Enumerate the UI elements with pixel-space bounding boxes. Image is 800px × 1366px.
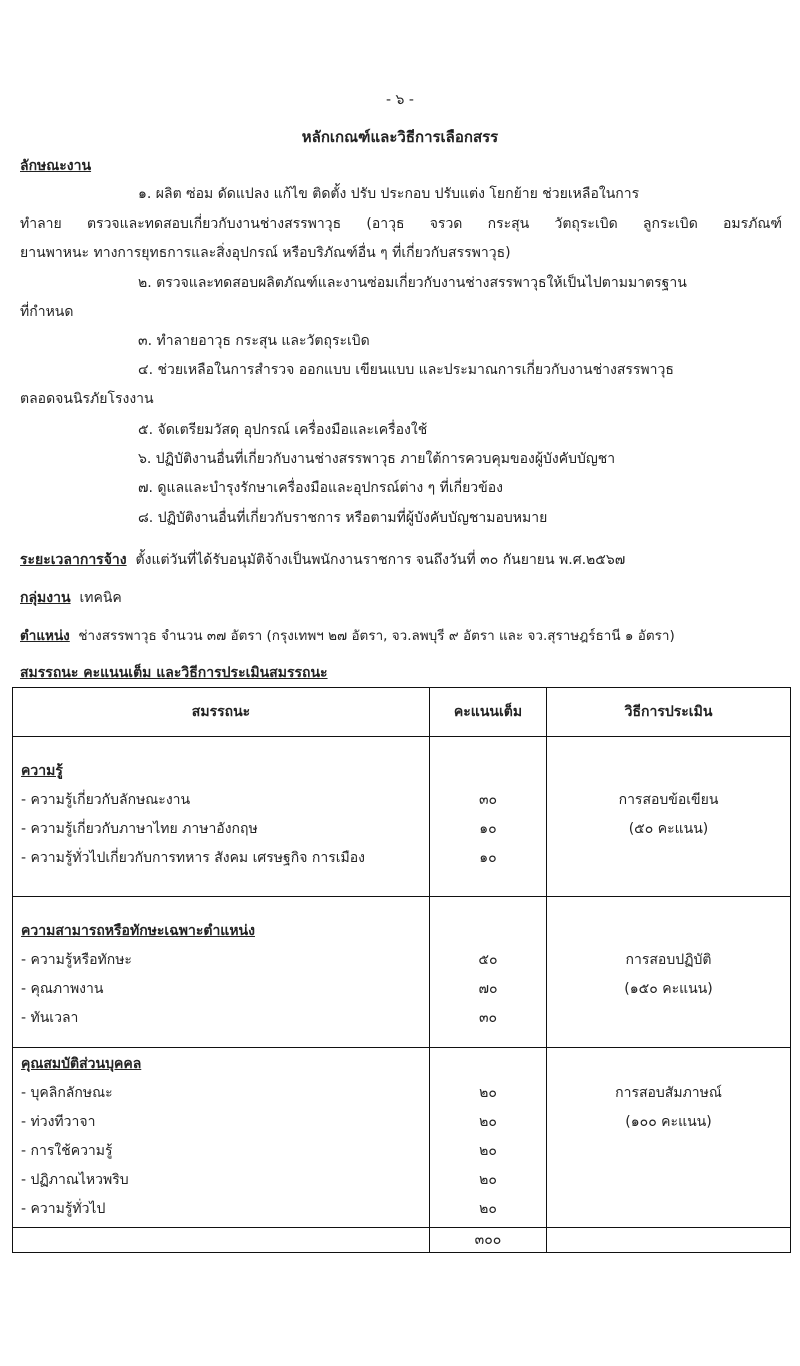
method-cell (547, 737, 791, 897)
item: - ความรู้ทั่วไปเกี่ยวกับการทหาร สังคม เศรษฐกิจ การเมือง (21, 850, 366, 866)
job-line: ยานพาหนะ ทางการยุทธการและสิ่งอุปกรณ์ หรือบริภัณฑ์อื่น ๆ ที่เกี่ยวกับสรรพาวุธ) (20, 245, 511, 261)
method-score: (๑๐๐ คะแนน) (625, 1114, 712, 1130)
score-cell (430, 1048, 547, 1228)
job-line: ทำลาย ตรวจและทดสอบเกี่ยวกับงานช่างสรรพาวุธ (อาวุธ จรวด กระสุน วัตถุระเบิด ลูกระเบิด อมรภัณฑ์ (20, 216, 782, 232)
table-header (13, 688, 791, 737)
score: ๑๐ (479, 821, 497, 837)
total-row (13, 1228, 791, 1253)
score: ๕๐ (478, 952, 498, 968)
method: การสอบสัมภาษณ์ (615, 1085, 722, 1101)
employment-period-value: ตั้งแต่วันที่ได้รับอนุมัติจ้างเป็นพนักงานราชการ จนถึงวันที่ ๓๐ กันยายน พ.ศ.๒๕๖๗ (135, 552, 626, 568)
job-group-value: เทคนิค (79, 590, 122, 606)
job-line: ตลอดจนนิรภัยโรงงาน (20, 391, 154, 407)
item: - ความรู้ทั่วไป (21, 1201, 106, 1217)
job-group (20, 588, 122, 608)
job-line: ๒. ตรวจและทดสอบผลิตภัณฑ์และงานซ่อมเกี่ยวกับงานช่างสรรพาวุธให้เป็นไปตามมาตรฐาน (138, 275, 687, 291)
job-line: ๘. ปฏิบัติงานอื่นที่เกี่ยวกับราชการ หรือตามที่ผู้บังคับบัญชามอบหมาย (138, 510, 548, 526)
item: - ปฏิภาณไหวพริบ (21, 1172, 129, 1188)
score-cell (430, 897, 547, 1048)
competency-table (12, 687, 791, 1253)
job-line: ๓. ทำลายอาวุธ กระสุน และวัตถุระเบิด (138, 333, 370, 349)
position-value: ช่างสรรพาวุธ จำนวน ๓๗ อัตรา (กรุงเทพฯ ๒๗ อัตรา, จว.ลพบุรี ๙ อัตรา และ จว.สุราษฎร์ธานี ๑ อัตรา) (78, 628, 675, 644)
score: ๒๐ (479, 1201, 497, 1217)
employment-period (20, 550, 625, 570)
method: การสอบข้อเขียน (618, 792, 719, 808)
method-cell (547, 897, 791, 1048)
job-line: ๗. ดูแลและบำรุงรักษาเครื่องมือและอุปกรณ์ต่าง ๆ ที่เกี่ยวข้อง (138, 480, 503, 496)
job-line: ๕. จัดเตรียมวัสดุ อุปกรณ์ เครื่องมือและเครื่องใช้ (138, 422, 428, 438)
method-cell (547, 1048, 791, 1228)
job-line: ๑. ผลิต ซ่อม ดัดแปลง แก้ไข ติดตั้ง ปรับ ประกอบ ปรับแต่ง โยกย้าย ช่วยเหลือในการ (138, 186, 640, 202)
item: - ความรู้หรือทักษะ (21, 952, 132, 968)
total-score: ๓๐๐ (430, 1228, 547, 1253)
score: ๒๐ (479, 1085, 497, 1101)
item: - บุคลิกลักษณะ (21, 1085, 113, 1101)
score: ๒๐ (479, 1143, 497, 1159)
table-row (13, 1048, 791, 1228)
method: การสอบปฏิบัติ (625, 952, 712, 968)
item: - การใช้ความรู้ (21, 1143, 113, 1159)
header-method: วิธีการประเมิน (547, 688, 791, 737)
job-line: ๖. ปฏิบัติงานอื่นที่เกี่ยวกับงานช่างสรรพาวุธ ภายใต้การควบคุมของผู้บังคับบัญชา (138, 451, 616, 467)
job-group-label: กลุ่มงาน (20, 590, 71, 606)
table-row (13, 897, 791, 1048)
competency-cell (13, 897, 430, 1048)
score: ๒๐ (479, 1114, 497, 1130)
score: ๓๐ (478, 792, 498, 808)
position-label: ตำแหน่ง (20, 628, 70, 644)
header-competency: สมรรถนะ (13, 688, 430, 737)
page-number: - ๖ - (386, 92, 414, 108)
score: ๒๐ (479, 1172, 497, 1188)
score: ๗๐ (478, 981, 498, 997)
score: ๓๐ (478, 1010, 498, 1026)
header-full-score: คะแนนเต็ม (430, 688, 547, 737)
competency-heading: สมรรถนะ คะแนนเต็ม และวิธีการประเมินสมรรถนะ (20, 665, 328, 681)
item: - ท่วงทีวาจา (21, 1114, 96, 1130)
method-score: (๕๐ คะแนน) (628, 821, 709, 837)
item: - ความรู้เกี่ยวกับภาษาไทย ภาษาอังกฤษ (21, 821, 258, 837)
score: ๑๐ (479, 850, 497, 866)
position (20, 626, 675, 646)
employment-period-label: ระยะเวลาการจ้าง (20, 552, 127, 568)
section-title: ความรู้ (21, 763, 63, 779)
job-line: ที่กำหนด (20, 304, 74, 320)
job-line: ๔. ช่วยเหลือในการสำรวจ ออกแบบ เขียนแบบ และประมาณการเกี่ยวกับงานช่างสรรพาวุธ (138, 362, 674, 378)
table-row (13, 737, 791, 897)
item: - คุณภาพงาน (21, 981, 104, 997)
competency-cell (13, 737, 430, 897)
section-title: ความสามารถหรือทักษะเฉพาะตำแหน่ง (21, 923, 255, 939)
method-score: (๑๕๐ คะแนน) (624, 981, 713, 997)
empty-cell (13, 1228, 430, 1253)
item: - ทันเวลา (21, 1010, 79, 1026)
score-cell (430, 737, 547, 897)
job-description-heading: ลักษณะงาน (20, 158, 92, 174)
item: - ความรู้เกี่ยวกับลักษณะงาน (21, 792, 191, 808)
page-title: หลักเกณฑ์และวิธีการเลือกสรร (301, 128, 499, 146)
section-title: คุณสมบัติส่วนบุคคล (21, 1056, 142, 1072)
competency-cell (13, 1048, 430, 1228)
empty-cell (547, 1228, 791, 1253)
